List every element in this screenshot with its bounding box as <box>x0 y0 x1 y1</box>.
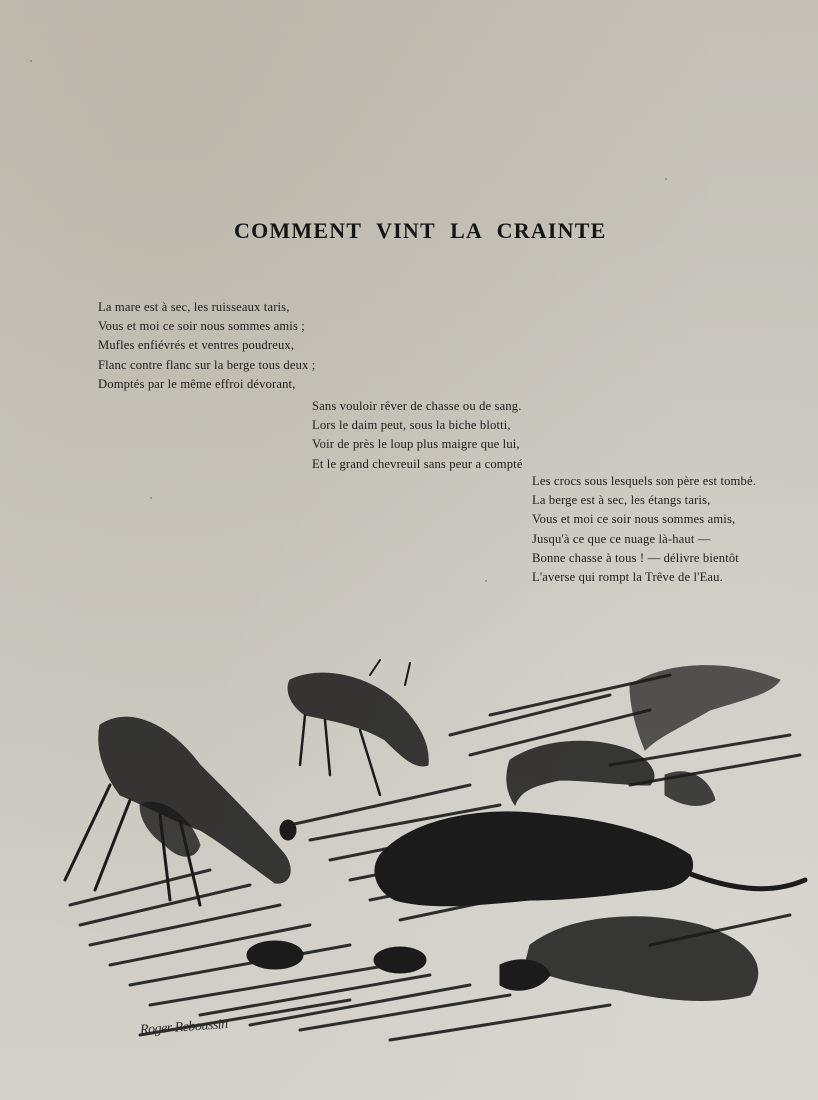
poem-line: Et le grand chevreuil sans peur a compté <box>312 456 523 471</box>
poem-line: Voir de près le loup plus maigre que lui, <box>312 437 520 452</box>
poem-line: Sans vouloir rêver de chasse ou de sang. <box>312 399 522 413</box>
poem-title: COMMENT VINT LA CRAINTE <box>234 217 607 243</box>
paper-speck <box>150 497 152 499</box>
stanza-1 <box>98 298 315 394</box>
poem-line: La mare est à sec, les ruisseaux taris, <box>98 300 290 314</box>
poem-line: Lors le daim peut, sous la biche blotti, <box>312 418 511 433</box>
watering-hole-illustration <box>50 655 818 1045</box>
poem-line: Flanc contre flanc sur la berge tous deux ; <box>98 357 316 372</box>
paper-speck <box>30 60 32 62</box>
poem-line: La berge est à sec, les étangs taris, <box>532 493 711 508</box>
poem-line: Jusqu'à ce que ce nuage là-haut — <box>532 531 711 546</box>
poem-line: Mufles enfiévrés et ventres poudreux, <box>98 338 295 353</box>
artist-signature: Roger Reboussin <box>139 1016 229 1039</box>
stanza-2 <box>312 397 523 474</box>
poem-line: Vous et moi ce soir nous sommes amis, <box>532 512 736 527</box>
stanza-3 <box>532 472 756 587</box>
poem-line: Vous et moi ce soir nous sommes amis ; <box>98 319 305 334</box>
poem-line: Les crocs sous lesquels son père est tombé. <box>532 474 756 488</box>
poem-line: L'averse qui rompt la Trêve de l'Eau. <box>532 570 723 585</box>
poem-line: Bonne chasse à tous ! — délivre bientôt <box>532 550 739 565</box>
paper-speck <box>485 580 487 582</box>
poem-line: Domptés par le même effroi dévorant, <box>98 376 296 391</box>
paper-speck <box>665 178 667 180</box>
